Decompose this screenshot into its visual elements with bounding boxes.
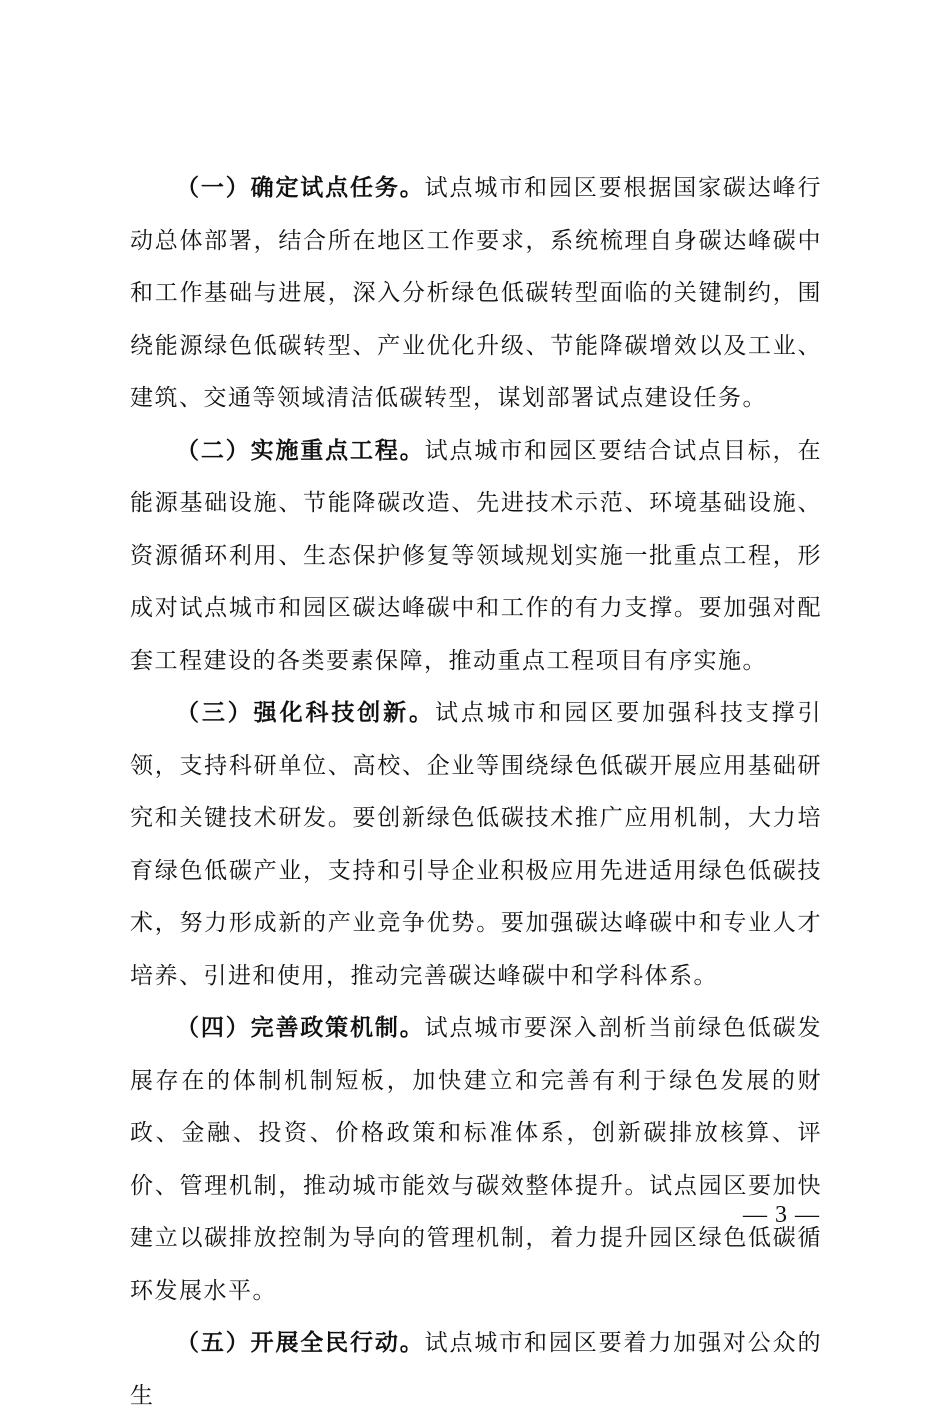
section-heading-2: （二）实施重点工程。 [176,437,425,464]
paragraph-1 [130,162,822,425]
paragraph-5 [130,1317,822,1422]
section-heading-1: （一）确定试点任务。 [176,175,425,201]
document-body [130,162,822,1422]
section-heading-4: （四）完善政策机制。 [176,1015,425,1041]
paragraph-3 [130,687,822,1002]
paragraph-text-4: 试点城市要深入剖析当前绿色低碳发展存在的体制机制短板，加快建立和完善有利于绿色发展的财政、金融、投资、价格政策和标准体系，创新碳排放核算、评价、管理机制，推动城市能效与碳效整体提升。试点园区要加快建立以碳排放控制为导向的管理机制，着力提升园区绿色低碳循环发展水平。 [130,1015,823,1304]
section-heading-3: （三）强化科技创新。 [176,700,435,726]
section-heading-5: （五）开展全民行动。 [176,1330,425,1356]
paragraph-text-2: 试点城市和园区要结合试点目标，在能源基础设施、节能降碳改造、先进技术示范、环境基础设施、资源循环利用、生态保护修复等领域规划实施一批重点工程，形成对试点城市和园区碳达峰碳中和工作的有力支撑。要加强对配套工程建设的各类要素保障，推动重点工程项目有序实施。 [130,437,823,674]
paragraph-4 [130,1002,822,1317]
paragraph-text-5: 试点城市和园区要着力加强对公众的生 [130,1330,823,1409]
paragraph-text-1: 试点城市和园区要根据国家碳达峰行动总体部署，结合所在地区工作要求，系统梳理自身碳达峰碳中和工作基础与进展，深入分析绿色低碳转型面临的关键制约，围绕能源绿色低碳转型、产业优化升级、节能降碳增效以及工业、建筑、交通等领域清洁低碳转型，谋划部署试点建设任务。 [130,175,823,411]
paragraph-text-3: 试点城市和园区要加强科技支撑引领，支持科研单位、高校、企业等围绕绿色低碳开展应用基础研究和关键技术研发。要创新绿色低碳技术推广应用机制，大力培育绿色低碳产业，支持和引导企业积极应用先进适用绿色低碳技术，努力形成新的产业竞争优势。要加强碳达峰碳中和专业人才培养、引进和使用，推动完善碳达峰碳中和学科体系。 [130,700,823,989]
paragraph-2 [130,425,822,688]
page-number: — 3 — [743,1202,820,1228]
